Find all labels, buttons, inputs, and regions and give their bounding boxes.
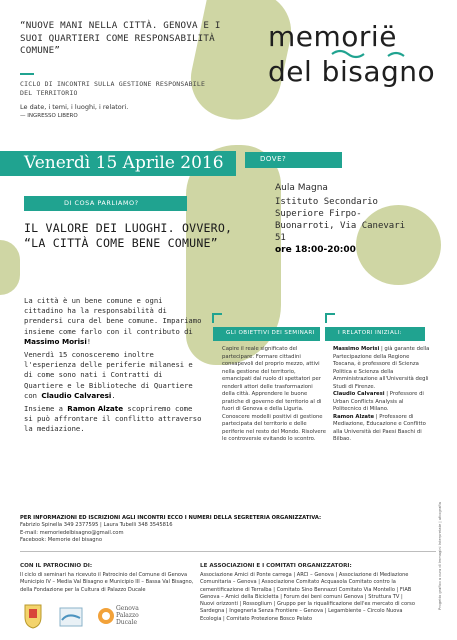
logo-line-2: del bisagno [268,55,436,88]
decorative-blob [0,240,20,295]
where-label: DOVE? [260,155,287,163]
event-date: Venerdì 15 Aprile 2016 [24,153,224,173]
patronage-text: Il ciclo di seminari ha ricevuto il Patrocinio del Comune di Genova Municipio IV – Media Val Bisagno e Municipio III – Bassa Val Bisagno, della Fondazione per la Cultura di Palazzo Ducale [20,572,194,593]
registration-heading: PER INFORMAZIONI ED ISCRIZIONI AGLI INCONTRI ECCO I NUMERI DELLA SEGRETERIA ORGANIZZATIVA: [20,515,322,521]
ducale-logo [96,603,152,629]
logo-swirl-icon [328,46,428,64]
speaker-name: Massimo Morisi [24,336,87,346]
ducale-logo-text: Genova Palazzo Ducale [116,605,139,626]
speakers-label: I RELATORI INIZIALI: [338,330,403,336]
logo-line-1: memoriё [268,20,397,53]
associations-text: Associazione Amici di Ponte carrega | ARCI – Genova | Associazione di Mediazione Comunitaria – Genova | Associazione Comitato Acquasola Comitato contro la cementificazione di Terralba | Comitato Sino Bennazzi Comitato Via Montello | FIAB Genova – Amici della Bicicletta | Forum dei beni comuni Genova | Struttura TV | Nuovi orizzonti | Rossoglium | Gruppo per la riqualificazione dell'ex mercato di corso Sardegna | Ingegneria Senza Frontiere – Genova | Legambiente – Circolo Nuova Ecologia | Comitato Protezione Bosco Pelato [200,572,415,622]
email[interactable]: E-mail: memoriedelbisagno@gmail.com [20,529,124,536]
speakers-list [333,346,433,444]
municipality-logo [58,606,84,628]
speaker-name: Ramon Alzate [333,413,375,420]
event-title: IL VALORE DEI LUOGHI. OVVERO, “LA CITTÀ COME BENE COMUNE” [24,221,233,250]
venue-block [275,182,415,256]
tagline: Le date, i temi, i luoghi, i relatori. [20,103,129,111]
speaker-name: Ramon Alzate [67,404,124,414]
text: . [111,390,116,400]
facebook[interactable]: Facebook: Memorie del bisagno [20,536,103,543]
event-description [24,296,204,435]
paragraph [24,404,204,435]
paragraph [24,350,204,401]
event-time: ore 18:00-20:00 [275,245,356,255]
text: ! [86,336,92,346]
corner-marker-icon [325,313,335,323]
divider [20,73,34,75]
text: Venerdì 15 conosceremo inoltre l'esperienza delle periferie milanesi e di come sono nati i Contratti di Quartiere e le Biblioteche di Quartiere con [24,350,193,400]
divider [20,551,436,552]
speaker-entry [333,391,433,414]
contacts: Fabrizio Spinella 349 2377595 | Laura Tubelli 348 3545816 [20,522,173,529]
venue-name: Aula Magna [275,183,328,193]
speaker-entry [333,346,433,391]
speaker-name: Claudio Calvaresi [41,390,112,400]
series-quote: “NUOVE MANI NELLA CITTÀ. GENOVA E I SUOI QUARTIERI COME RESPONSABILITÀ COMUNE” [20,20,221,57]
objectives-text: Capire il reale significato del partecipare. Formare cittadini consapevoli del proprio mezzo, attivi nella gestione del territorio, emancipati dal ruolo di spettatori per renderli attori delle trasformazioni della città. Apprendere le buone pratiche di governo del territorio al di fuori di Genova e della Liguria. Conoscere modelli positivi di gestione partecipata del territorio e delle periferie nel resto del Mondo. Risolvere le controversie evitando lo scontro. [222,346,326,442]
speaker-bio: | già garante della Partecipazione della Regione Toscana, è professore di Scienza Politica e Scienza della Amministrazione all'Università degli Studi di Firenze. [333,346,430,390]
speaker-entry [333,414,433,444]
cycle-description: CICLO DI INCONTRI SULLA GESTIONE RESPONSABILE DEL TERRITORIO [20,80,206,97]
patronage-heading: CON IL PATROCINIO DI: [20,563,93,569]
speaker-name: Claudio Calvaresi [333,391,385,397]
associations-heading: LE ASSOCIAZIONI E I COMITATI ORGANIZZATORI: [200,563,352,569]
speaker-bio: | Professore di Urban Conflicts Analysis al Politecnico di Milano. [333,391,424,412]
text: scopriremo come si può affrontare il conflitto attraverso la mediazione. [24,404,202,434]
free-entry-note: — INGRESSO LIBERO [20,113,78,119]
topic-label: DI COSA PARLIAMO? [64,199,139,207]
design-credit: Progetto grafico a cura di Immagini Interpretate | ufcografia [438,502,442,610]
corner-marker-icon [212,313,222,323]
objectives-label: GLI OBIETTIVI DEI SEMINARI [226,330,315,336]
text: Insieme a [24,404,68,414]
speaker-name: Massimo Morisi [333,346,380,352]
venue-address: Istituto Secondario Superiore Firpo-Buonarroti, Via Canevari 51 [275,197,406,243]
speaker-bio: | Professore di Mediazione, Educazione e Conflitto alla Università dei Paesi Baschi di Bilbao. [333,413,426,442]
text: La città è un bene comune e ogni cittadino ha la responsabilità di prendersi cura del bene comune. Impariamo insieme come farlo con il contributo di [24,296,202,336]
paragraph [24,296,204,347]
registration-info [20,515,400,544]
municipality-crest-logo [22,603,44,629]
